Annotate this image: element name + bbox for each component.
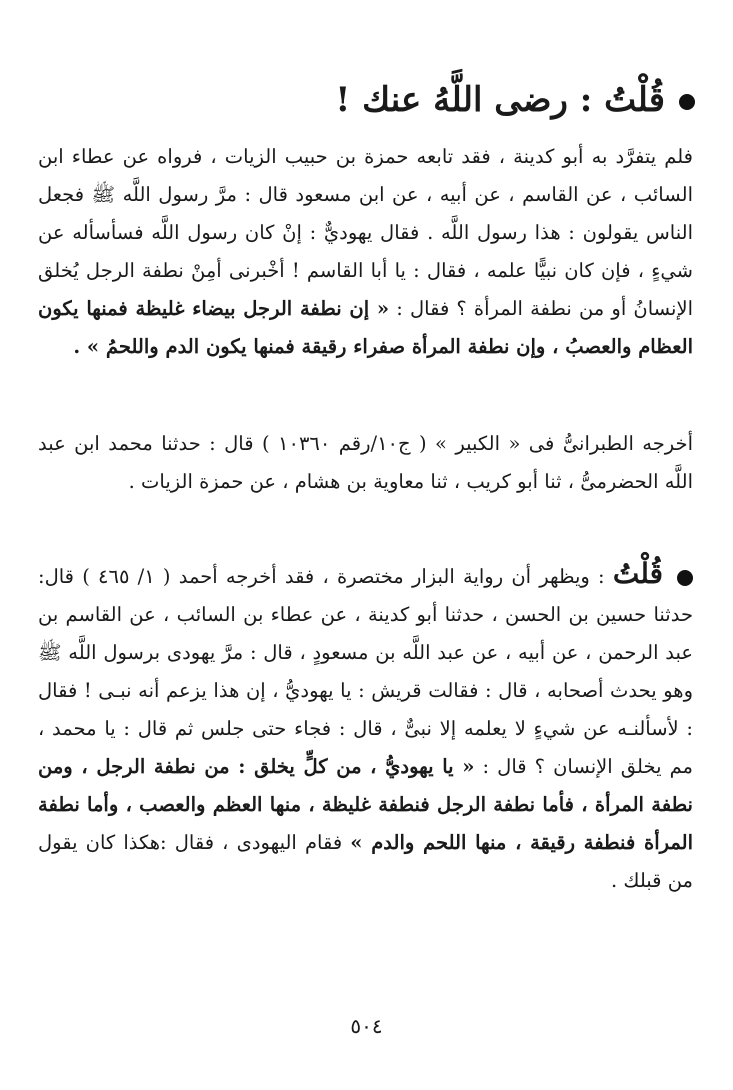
paragraph-3-text-1: : ويظهر أن رواية البزار مختصرة ، فقد أخرجه أحمد ( ١/ ٤٦٥ ) قال: حدثنا حسين بن الحسن ، حدثنا أبو كدينة ، عن عطاء بن السائب ، عن القاسم بن عبد الرحمن ، عن أبيه ، عن عبد اللَّه بن مسعودٍ ، قال : مرَّ يهودى برسول اللَّه ﷺ وهو يحدث أصحابه ، قال : فقالت قريش : يا يهوديُّ ، إن هذا يزعم أنه نبـى ! فقال : لأسألنـه عن شيءٍ لا يعلمه إلا نبىٌّ ، قال : فجاء حتى جلس ثم قال : يا محمد ، مم يخلق الإنسان ؟ قال : — [38, 565, 694, 778]
paragraph-3-text-2: فقام اليهودى ، فقال :هكذا كان يقول من قبلك . — [38, 831, 693, 892]
section-heading — [35, 78, 695, 122]
paragraph-3-hadith-quote: « يا يهوديُّ ، من كلٍّ يخلق : من نطفة الرجل ، ومن نطفة المرأة ، فأما نطفة الرجل فنطفة غليظة ، منها العظم والعصب ، وأما نطفة المرأة فنطفة رقيقة ، منها اللحم والدم » — [38, 755, 694, 854]
paragraph-1 — [38, 138, 693, 366]
paragraph-3 — [38, 555, 693, 900]
paragraph-2 — [38, 425, 693, 501]
bullet-icon — [677, 570, 693, 586]
heading-text: قُلْتُ : رضى اللَّهُ عنك ! — [335, 80, 665, 120]
paragraph-1-hadith-quote: « إن نطفة الرجل بيضاء غليظة فمنها يكون العظام والعصبُ ، وإن نطفة المرأة صفراء رقيقة فمنها يكون الدم واللحمُ » . — [38, 297, 693, 358]
bullet-icon — [679, 94, 695, 110]
paragraph-2-text: أخرجه الطبرانىُّ فى « الكبير » ( ج١٠/رقم ١٠٣٦٠ ) قال : حدثنا محمد ابن عبد اللَّه الحضرمىُّ ، ثنا أبو كريب ، ثنا معاوية بن هشام ، عن حمزة الزيات . — [38, 432, 694, 493]
page-number: ٥٠٤ — [350, 1014, 383, 1038]
paragraph-1-text: فلم يتفرَّد به أبو كدينة ، فقد تابعه حمزة بن حبيب الزيات ، فرواه عن عطاء ابن السائب ، عن القاسم ، عن أبيه ، عن ابن مسعود قال : مرَّ رسول اللَّه ﷺ فجعل الناس يقولون : هذا رسول اللَّه . فقال يهوديٌّ : إنْ كان رسول اللَّه فسأسأله عن شيءٍ ، فإن كان نبيًّا علمه ، فقال : يا أبا القاسم ! أخْبرنى أمِنْ نطفة الرجل يُخلق الإنسانُ أو من نطفة المرأة ؟ فقال : — [38, 145, 694, 320]
paragraph-3-label: قُلْتُ — [612, 557, 663, 590]
